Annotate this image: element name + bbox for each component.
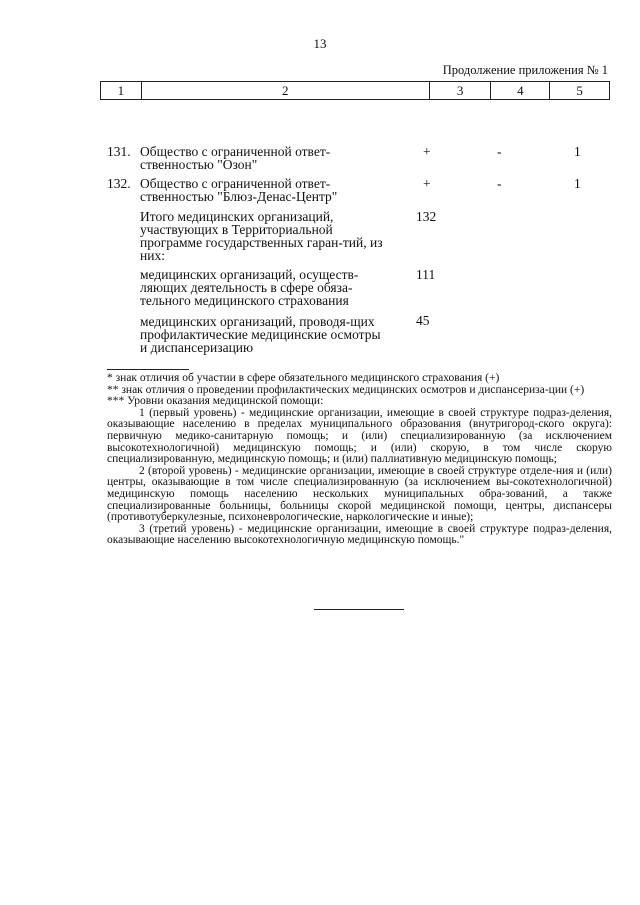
prof-mark: - [497, 144, 502, 159]
page-number: 13 [313, 36, 327, 51]
table-header-row [100, 81, 610, 100]
end-divider [314, 609, 404, 610]
level-1-text: 1 (первый уровень) - медицинские организации, имеющие в своей структуре подраз-деления, оказывающие населению в пределах муниципального образования (внутригород-ского округа): первичную медико-санитарную помощь; и (или) специализированную (за исключением высокотехнологичной) медицинскую помощь; и (или) скорую, в том числе скорую специализированную, медицинскую помощь; и (или) паллиативную медицинскую помощь; [107, 406, 612, 466]
row-number: 132. [107, 176, 131, 191]
subtotal-oms-label: медицинских организаций, осуществ-ляющих деятельность в сфере обяза-тельного медицинского страхования [140, 267, 359, 308]
subtotal-total-label: Итого медицинских организаций, участвующих в Территориальной программе государственных гаран-тий, из них: [140, 209, 383, 263]
row-number: 131. [107, 144, 131, 159]
oms-mark: + [423, 144, 431, 159]
prof-mark: - [497, 176, 502, 191]
subtotal-prof-value: 45 [416, 313, 430, 328]
footnote-divider [107, 369, 189, 370]
org-name: Общество с ограниченной ответ-ственностью "Озон" [140, 144, 331, 172]
subtotal-total-value: 132 [416, 209, 437, 224]
level-2-text: 2 (второй уровень) - медицинские организации, имеющие в своей структуре отделе-ния и (или) центры, оказывающие в том числе специализированную (за исключением вы-сокотехнологичной) медицинскую помощь населению нескольких муниципальных обра-зований, а также специализированные больницы, больницы скорой медицинской помощи, центры, диспансеры (противотуберкулезные, психоневрологические, наркологические и иные); [107, 464, 612, 524]
subtotal-oms-value: 111 [416, 267, 436, 282]
footnote-prof: ** знак отличия о проведении профилактических медицинских осмотров и диспансериза-ции (+) [107, 383, 585, 396]
subtotal-prof-label: медицинских организаций, проводя-щих профилактические медицинские осмотры и диспансеризацию [140, 314, 381, 355]
header-col-3: 3 [430, 82, 492, 99]
header-col-2: 2 [142, 82, 430, 99]
care-level: 1 [574, 176, 581, 191]
header-col-4: 4 [491, 82, 550, 99]
footnote-levels: *** Уровни оказания медицинской помощи: [107, 395, 324, 408]
header-col-1: 1 [101, 82, 142, 99]
level-3-text: 3 (третий уровень) - медицинские организации, имеющие в своей структуре подраз-деления, оказывающие населению высокотехнологичную медицинскую помощь." [107, 522, 612, 547]
header-col-5: 5 [576, 83, 583, 98]
oms-mark: + [423, 176, 431, 191]
org-name: Общество с ограниченной ответ-ственностью "Блюз-Денас-Центр" [140, 176, 338, 204]
care-level: 1 [574, 144, 581, 159]
footnotes [107, 373, 612, 547]
footnote-oms: * знак отличия об участии в сфере обязательного медицинского страхования (+) [107, 372, 500, 384]
continuation-label: Продолжение приложения № 1 [442, 63, 608, 77]
